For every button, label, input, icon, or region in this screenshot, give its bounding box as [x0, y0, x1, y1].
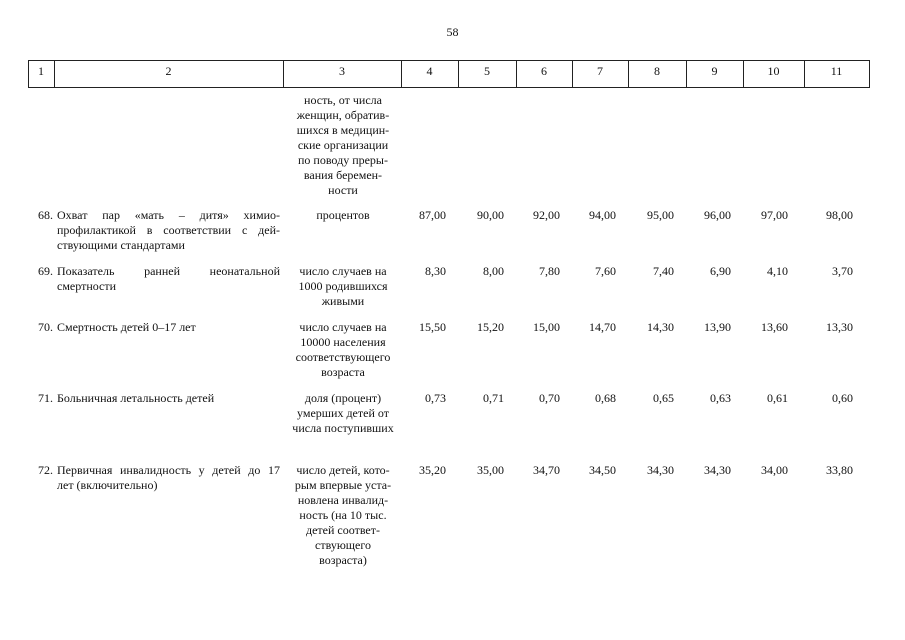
- value-cell: 95,00: [647, 208, 674, 222]
- value-cell: 35,20: [419, 463, 446, 477]
- value-cell: 13,30: [826, 320, 853, 334]
- unit-line: умерших детей от: [297, 406, 389, 420]
- column-header: 10: [767, 64, 780, 78]
- unit-cell: [287, 463, 399, 568]
- column-header: 11: [830, 64, 843, 78]
- indicator-name: [57, 320, 280, 335]
- unit-line: шихся в медицин-: [296, 123, 390, 137]
- value-cell: 0,73: [425, 391, 446, 405]
- name-line: Смертность детей 0–17 лет: [57, 320, 196, 334]
- value-cell: 34,70: [533, 463, 560, 477]
- value-cell: 0,70: [539, 391, 560, 405]
- value-cell: 8,00: [483, 264, 504, 278]
- value-cell: 0,71: [483, 391, 504, 405]
- continuation-unit-cell: [287, 93, 399, 198]
- row-number: 68.: [38, 208, 53, 222]
- unit-line: 1000 родившихся: [298, 279, 388, 293]
- indicator-name: [57, 208, 280, 253]
- name-line: Охват пар «мать – дитя» химио-: [57, 208, 280, 222]
- unit-line: новлена инвалид-: [297, 493, 389, 507]
- unit-line: ность, от числа: [304, 93, 382, 107]
- value-cell: 3,70: [832, 264, 853, 278]
- unit-line: по поводу преры-: [298, 153, 388, 167]
- row-number: 72.: [38, 463, 53, 477]
- column-header: 1: [38, 64, 44, 78]
- unit-cell: [287, 320, 399, 380]
- unit-line: доля (процент): [304, 391, 382, 405]
- value-cell: 0,60: [832, 391, 853, 405]
- column-header: 5: [484, 64, 490, 78]
- indicator-name: [57, 391, 280, 406]
- unit-line: ские организации: [297, 138, 389, 152]
- row-number: 69.: [38, 264, 53, 278]
- value-cell: 97,00: [761, 208, 788, 222]
- column-header: 6: [541, 64, 547, 78]
- name-line: лет (включительно): [57, 478, 158, 492]
- unit-line: число случаев на: [299, 264, 387, 278]
- value-cell: 7,60: [595, 264, 616, 278]
- name-line: Первичная инвалидность у детей до 17: [57, 463, 280, 477]
- value-cell: 14,30: [647, 320, 674, 334]
- name-line: ствующими стандартами: [57, 238, 185, 252]
- value-cell: 7,40: [653, 264, 674, 278]
- column-header: 4: [426, 64, 433, 78]
- value-cell: 34,00: [761, 463, 788, 477]
- name-line: Показатель ранней неонатальной: [57, 264, 280, 278]
- value-cell: 14,70: [589, 320, 616, 334]
- value-cell: 15,20: [477, 320, 504, 334]
- value-cell: 6,90: [710, 264, 731, 278]
- row-number: 71.: [38, 391, 53, 405]
- unit-line: вания беремен-: [303, 168, 383, 182]
- name-line: Больничная летальность детей: [57, 391, 215, 405]
- value-cell: 0,61: [767, 391, 788, 405]
- page-number: 58: [446, 25, 459, 39]
- unit-line: детей соответ-: [306, 523, 380, 537]
- value-cell: 34,30: [647, 463, 674, 477]
- unit-line: ность (на 10 тыс.: [299, 508, 387, 522]
- unit-line: возраста: [321, 365, 365, 379]
- value-cell: 34,50: [589, 463, 616, 477]
- unit-line: процентов: [316, 208, 370, 222]
- value-cell: 96,00: [704, 208, 731, 222]
- value-cell: 15,00: [533, 320, 560, 334]
- column-header: 3: [339, 64, 345, 78]
- unit-line: число случаев на: [299, 320, 387, 334]
- unit-line: соответствующего: [295, 350, 391, 364]
- value-cell: 0,65: [653, 391, 674, 405]
- column-header: 9: [711, 64, 718, 78]
- value-cell: 87,00: [419, 208, 446, 222]
- value-cell: 98,00: [826, 208, 853, 222]
- indicator-name: [57, 264, 280, 294]
- value-cell: 15,50: [419, 320, 446, 334]
- value-cell: 34,30: [704, 463, 731, 477]
- value-cell: 0,68: [595, 391, 616, 405]
- indicator-name: [57, 463, 280, 493]
- unit-line: живыми: [321, 294, 365, 308]
- unit-line: возраста): [319, 553, 367, 567]
- unit-line: женщин, обратив-: [296, 108, 390, 122]
- column-header: 8: [654, 64, 660, 78]
- column-header: 2: [165, 64, 172, 78]
- table-header-bottom-border: [28, 87, 870, 88]
- unit-line: числа поступивших: [292, 421, 394, 435]
- unit-cell: [287, 391, 399, 436]
- value-cell: 90,00: [477, 208, 504, 222]
- value-cell: 92,00: [533, 208, 560, 222]
- value-cell: 4,10: [767, 264, 788, 278]
- unit-line: рым впервые уста-: [294, 478, 392, 492]
- value-cell: 13,60: [761, 320, 788, 334]
- value-cell: 94,00: [589, 208, 616, 222]
- unit-line: число детей, кото-: [296, 463, 390, 477]
- name-line: смертности: [57, 279, 117, 293]
- value-cell: 0,63: [710, 391, 731, 405]
- value-cell: 13,90: [704, 320, 731, 334]
- unit-line: ствующего: [315, 538, 371, 552]
- value-cell: 33,80: [826, 463, 853, 477]
- unit-cell: [287, 208, 399, 223]
- name-line: профилактикой в соответствии с дей-: [57, 223, 280, 237]
- row-number: 70.: [38, 320, 53, 334]
- unit-line: ности: [328, 183, 358, 197]
- value-cell: 35,00: [477, 463, 504, 477]
- value-cell: 7,80: [539, 264, 560, 278]
- column-header: 7: [597, 64, 603, 78]
- value-cell: 8,30: [425, 264, 446, 278]
- unit-cell: [287, 264, 399, 309]
- column-divider: [869, 61, 870, 87]
- unit-line: 10000 населения: [300, 335, 386, 349]
